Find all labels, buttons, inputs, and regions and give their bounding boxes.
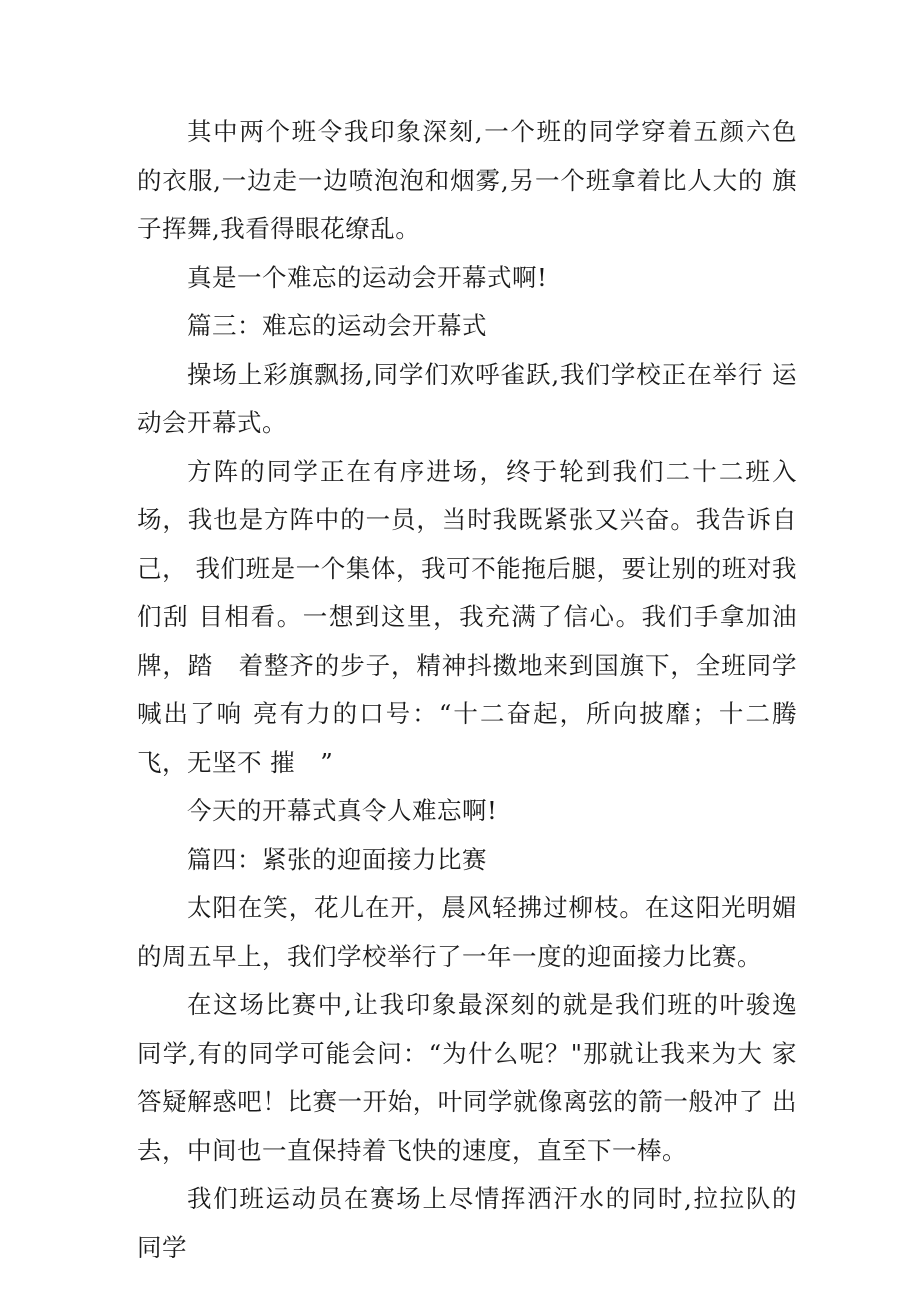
- section-heading-3: 篇三：难忘的运动会开幕式: [187, 311, 487, 340]
- section-heading-4: 篇四：紧张的迎面接力比赛: [187, 844, 487, 874]
- paragraph-2: 真是一个难忘的运动会开幕式啊!: [187, 262, 548, 292]
- paragraph-10: 我们班运动员在赛场上尽情挥洒汗水的同时,拉拉队的 同学: [137, 1184, 797, 1262]
- document-body: [137, 108, 797, 1272]
- paragraph-1: 其中两个班令我印象深刻,一个班的同学穿着五颜六色 的衣服,一边走一边喷泡泡和烟雾,另一个班拿着比人大的 旗子挥舞,我看得眼花缭乱。: [137, 117, 797, 243]
- paragraph-5: 方阵的同学正在有序进场，终于轮到我们二十二班入场，我也是方阵中的一员，当时我既紧张又兴奋。我告诉自己， 我们班是一个集体，我可不能拖后腿，要让别的班对我们刮 目相看。一想到这里，我充满了信心。我们手拿加油牌，踏 着整齐的步子，精神抖擞地来到国旗下，全班同学喊出了响 亮有力的口号：“十二奋起，所向披靡；十二腾飞，无坚不 摧 ”: [137, 456, 797, 777]
- paragraph-8: 太阳在笑，花儿在开，晨风轻拂过柳枝。在这阳光明媚 的周五早上，我们学校举行了一年一度的迎面接力比赛。: [137, 893, 797, 971]
- paragraph-9: 在这场比赛中,让我印象最深刻的就是我们班的叶骏逸 同学,有的同学可能会问：“为什么呢？"那就让我来为大 家答疑解惑吧！比赛一开始，叶同学就像离弦的箭一般冲了 出去，中间也一直保持着飞快的速度，直至下一棒。: [137, 990, 797, 1165]
- paragraph-6: 今天的开幕式真令人难忘啊!: [187, 796, 498, 825]
- paragraph-4: 操场上彩旗飘扬,同学们欢呼雀跃,我们学校正在举行 运动会开幕式。: [137, 359, 797, 437]
